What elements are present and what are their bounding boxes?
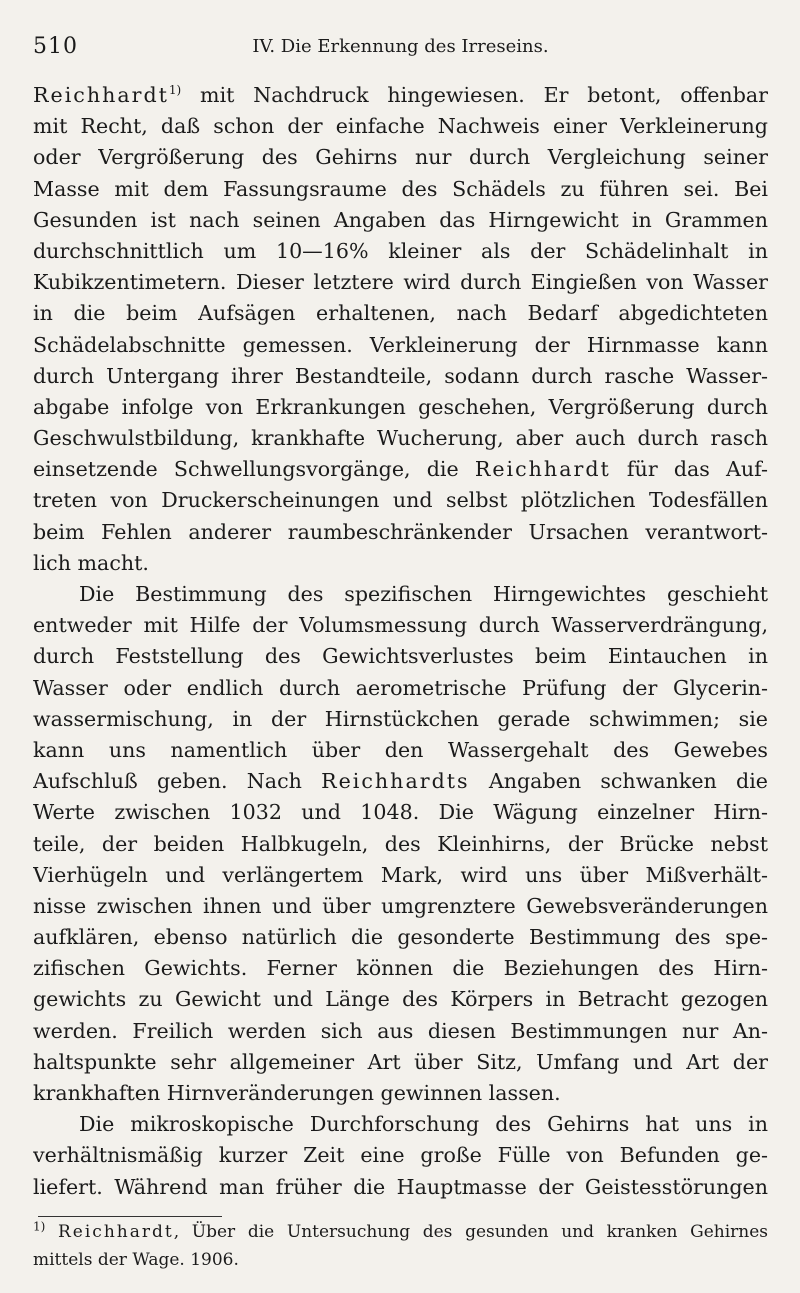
text-line <box>33 1140 768 1171</box>
text-segment: in die beim Aufsägen erhaltenen, nach Bedarf abgedichteten <box>33 301 768 326</box>
footnote-line <box>33 1246 768 1274</box>
text-line <box>33 548 768 579</box>
text-segment: mittels der Wage. 1906. <box>33 1250 239 1270</box>
text-line <box>33 641 768 672</box>
text-segment: durch Untergang ihrer Bestandteile, sodann durch rasche Wasser- <box>33 363 768 388</box>
text-segment: mit Nachdruck hingewiesen. Er betont, offenbar <box>181 83 768 107</box>
paragraph <box>33 1109 768 1203</box>
text-segment: werden. Freilich werden sich aus diesen Bestimmungen nur An- <box>33 1018 768 1043</box>
text-line <box>33 392 768 423</box>
footnote-marker: 1) <box>168 83 182 98</box>
text-line <box>33 579 768 610</box>
running-head: IV. Die Erkennung des Irreseins. <box>252 36 549 57</box>
text-line <box>33 423 768 454</box>
text-line <box>33 829 768 860</box>
text-line <box>33 610 768 641</box>
text-line <box>33 330 768 361</box>
text-line <box>33 1109 768 1140</box>
text-segment: Wasser oder endlich durch aerometrische Prüfung der Glycerin- <box>33 675 768 700</box>
text-line <box>33 454 768 485</box>
text-segment: entweder mit Hilfe der Volumsmessung durch Wasserverdrängung, <box>33 613 768 638</box>
author-name: Reichhardt <box>474 457 611 482</box>
text-segment: wassermischung, in der Hirnstückchen gerade schwimmen; sie <box>33 706 768 731</box>
text-segment: abgabe infolge von Erkrankungen geschehen, Vergrößerung durch <box>33 394 768 419</box>
text-segment <box>45 1222 58 1242</box>
text-segment: Masse mit dem Fassungsraume des Schädels zu führen sei. Bei <box>33 176 768 201</box>
text-segment: zifischen Gewichts. Ferner können die Beziehungen des Hirn- <box>33 956 768 981</box>
text-segment: gewichts zu Gewicht und Länge des Körpers in Betracht gezogen <box>33 987 768 1012</box>
text-line <box>33 80 768 111</box>
text-segment: Gesunden ist nach seinen Angaben das Hirngewicht in Grammen <box>33 207 768 232</box>
text-line <box>33 1172 768 1203</box>
text-line <box>33 142 768 173</box>
text-segment: durchschnittlich um 10—16% kleiner als der Schädelinhalt in <box>33 238 768 263</box>
paragraph <box>33 80 768 579</box>
text-line <box>33 517 768 548</box>
text-line <box>33 485 768 516</box>
text-segment: Die mikroskopische Durchforschung des Gehirns hat uns in <box>79 1112 768 1137</box>
text-line <box>33 766 768 797</box>
text-line <box>33 1047 768 1078</box>
text-line <box>33 1016 768 1047</box>
text-line <box>33 797 768 828</box>
text-line <box>33 174 768 205</box>
text-segment: Kubikzentimetern. Dieser letztere wird durch Eingießen von Wasser <box>33 270 768 295</box>
text-segment: kann uns namentlich über den Wassergehalt des Gewebes <box>33 737 768 762</box>
text-segment: liefert. Während man früher die Hauptmasse der Geistesstörungen <box>33 1174 768 1199</box>
text-line <box>33 704 768 735</box>
text-segment: oder Vergrößerung des Gehirns nur durch Vergleichung seiner <box>33 145 768 170</box>
text-segment: krankhaften Hirnveränderungen gewinnen lassen. <box>33 1081 561 1105</box>
footnote-marker: 1) <box>33 1219 46 1234</box>
text-segment: nisse zwischen ihnen und über umgrenztere Gewebsveränderungen <box>33 893 768 918</box>
text-segment: mit Recht, daß schon der einfache Nachweis einer Verkleinerung <box>33 114 768 139</box>
text-line <box>33 267 768 298</box>
text-line <box>33 236 768 267</box>
footnote-divider <box>38 1216 222 1217</box>
text-line <box>33 735 768 766</box>
text-segment: beim Fehlen anderer raumbeschränkender Ursachen verantwort- <box>33 519 768 544</box>
text-segment: für das Auf- <box>610 457 768 482</box>
text-line <box>33 860 768 891</box>
text-line <box>33 111 768 142</box>
text-segment: haltspunkte sehr allgemeiner Art über Sitz, Umfang und Art der <box>33 1049 768 1074</box>
text-segment: durch Feststellung des Gewichtsverlustes beim Eintauchen in <box>33 644 768 669</box>
text-segment: verhältnismäßig kurzer Zeit eine große Fülle von Befunden ge- <box>33 1143 768 1168</box>
text-segment: aufklären, ebenso natürlich die gesonderte Bestimmung des spe- <box>33 925 768 950</box>
text-line <box>33 673 768 704</box>
text-segment: Werte zwischen 1032 und 1048. Die Wägung einzelner Hirn- <box>33 800 768 825</box>
text-segment: einsetzende Schwellungsvorgänge, die <box>33 457 475 482</box>
text-segment: , Über die Untersuchung des gesunden und kranken Gehirnes <box>173 1222 768 1242</box>
text-segment: Geschwulstbildung, krankhafte Wucherung, aber auch durch rasch <box>33 426 768 451</box>
author-name: Reichhardt <box>58 1222 174 1242</box>
text-segment: Vierhügeln und verlängertem Mark, wird uns über Mißverhält- <box>33 862 768 887</box>
text-line <box>33 205 768 236</box>
text-segment: Die Bestimmung des spezifischen Hirngewichtes geschieht <box>79 582 768 606</box>
text-line <box>33 1078 768 1109</box>
footnote <box>33 1218 768 1274</box>
body-text <box>33 80 768 1203</box>
page-number: 510 <box>33 34 78 59</box>
text-segment: treten von Druckerscheinungen und selbst plötzlichen Todesfällen <box>33 488 768 513</box>
text-segment: lich macht. <box>33 550 149 575</box>
text-segment: Aufschluß geben. Nach <box>33 769 322 794</box>
paragraph <box>33 579 768 1109</box>
footnote-line <box>33 1218 768 1246</box>
text-segment: teile, der beiden Halbkugeln, des Kleinhirns, der Brücke nebst <box>33 831 768 856</box>
text-segment: Angaben schwanken die <box>469 769 768 794</box>
text-segment: Schädelabschnitte gemessen. Verkleinerung der Hirnmasse kann <box>33 332 768 357</box>
text-line <box>33 984 768 1015</box>
text-line <box>33 298 768 329</box>
text-line <box>33 953 768 984</box>
page-header <box>33 34 768 60</box>
author-name: Reichhardts <box>321 769 470 794</box>
text-line <box>33 922 768 953</box>
text-line <box>33 891 768 922</box>
author-name: Reichhardt <box>33 83 169 107</box>
text-line <box>33 361 768 392</box>
